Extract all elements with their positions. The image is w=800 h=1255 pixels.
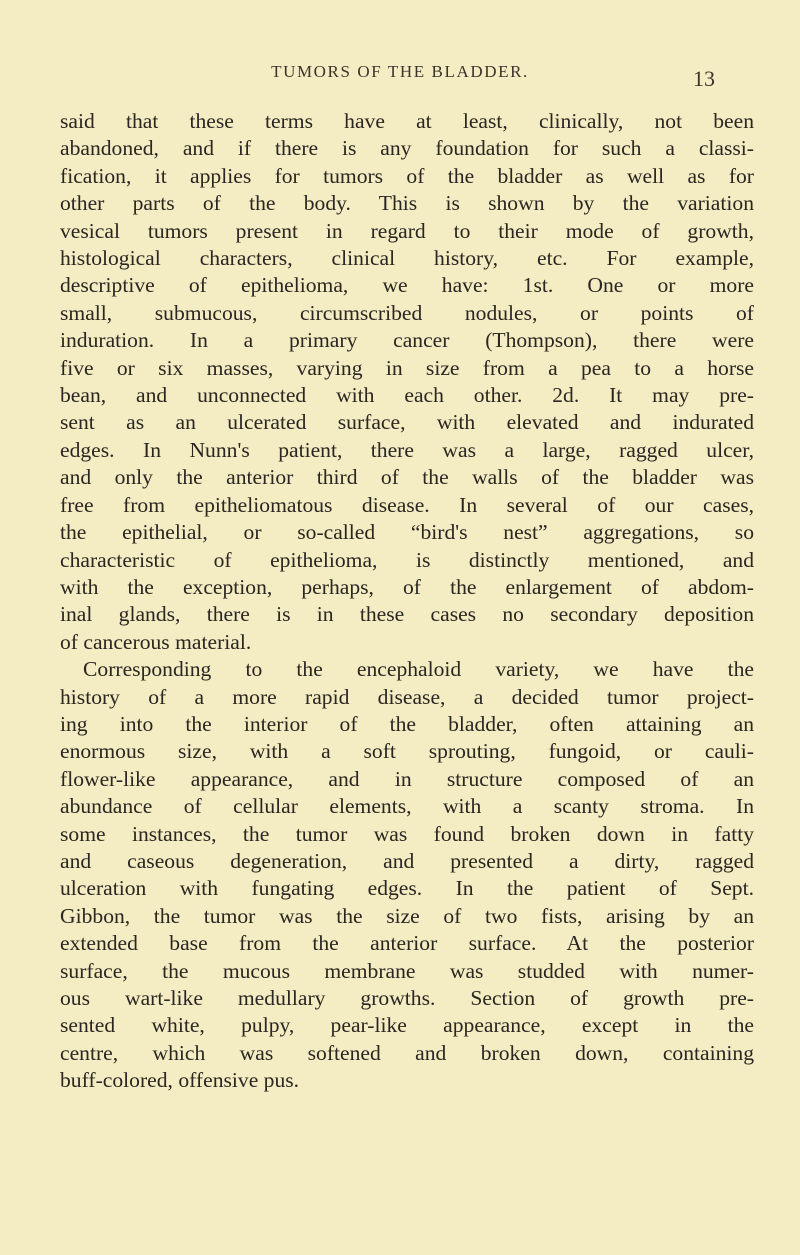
text-line: some instances, the tumor was found broken down in fatty xyxy=(60,821,754,846)
text-line: flower-like appearance, and in structure composed of an xyxy=(60,766,754,791)
text-line: free from epitheliomatous disease. In several of our cases, xyxy=(60,492,754,517)
text-line: Corresponding to the encephaloid variety, we have the xyxy=(83,657,754,682)
text-line: history of a more rapid disease, a decided tumor project- xyxy=(60,684,754,709)
text-line: extended base from the anterior surface. At the posterior xyxy=(60,931,754,956)
text-line: other parts of the body. This is shown by the variation xyxy=(60,191,754,216)
text-line: enormous size, with a soft sprouting, fungoid, or cauli- xyxy=(60,739,754,764)
text-line: ous wart-like medullary growths. Section of growth pre- xyxy=(60,986,754,1010)
text-line: the epithelial, or so-called “bird's nest” aggregations, so xyxy=(60,520,754,545)
text-line: fication, it applies for tumors of the bladder as well as for xyxy=(60,163,754,188)
text-line: five or six masses, varying in size from a pea to a horse xyxy=(60,355,754,380)
text-line: centre, which was softened and broken down, containing xyxy=(60,1040,754,1065)
text-line: histological characters, clinical history, etc. For example, xyxy=(60,246,754,271)
text-line: with the exception, perhaps, of the enlargement of abdom- xyxy=(60,574,754,599)
text-line: and only the anterior third of the walls of the bladder was xyxy=(60,465,754,490)
text-line: abandoned, and if there is any foundation for such a classi- xyxy=(60,136,754,161)
text-line: small, submucous, circumscribed nodules, or points of xyxy=(60,300,754,325)
text-line: ulceration with fungating edges. In the patient of Sept. xyxy=(60,876,754,901)
text-line: induration. In a primary cancer (Thompson), there were xyxy=(60,328,754,353)
text-line: bean, and unconnected with each other. 2d. It may pre- xyxy=(60,383,754,408)
text-line: surface, the mucous membrane was studded with numer- xyxy=(60,958,754,983)
page-number: 13 xyxy=(693,66,715,91)
text-line: descriptive of epithelioma, we have: 1st. One or more xyxy=(60,273,754,298)
text-line: buff-colored, offensive pus. xyxy=(60,1068,300,1093)
text-line: and caseous degeneration, and presented a dirty, ragged xyxy=(60,848,754,873)
text-line: Gibbon, the tumor was the size of two fists, arising by an xyxy=(60,903,754,928)
text-line: characteristic of epithelioma, is distinctly mentioned, and xyxy=(60,547,754,572)
text-line: vesical tumors present in regard to their mode of growth, xyxy=(60,218,754,243)
body-text xyxy=(60,108,754,1095)
text-line: of cancerous material. xyxy=(60,629,252,654)
text-line: sent as an ulcerated surface, with elevated and indurated xyxy=(60,410,754,435)
text-line: inal glands, there is in these cases no secondary deposition xyxy=(60,602,754,627)
running-title: TUMORS OF THE BLADDER. xyxy=(271,62,529,81)
running-head xyxy=(0,60,800,100)
text-line: abundance of cellular elements, with a scanty stroma. In xyxy=(60,794,754,819)
text-line: ing into the interior of the bladder, often attaining an xyxy=(60,711,754,736)
text-line: edges. In Nunn's patient, there was a large, ragged ulcer, xyxy=(60,437,754,462)
text-line: sented white, pulpy, pear-like appearance, except in the xyxy=(60,1013,754,1038)
text-line: said that these terms have at least, clinically, not been xyxy=(60,109,754,133)
